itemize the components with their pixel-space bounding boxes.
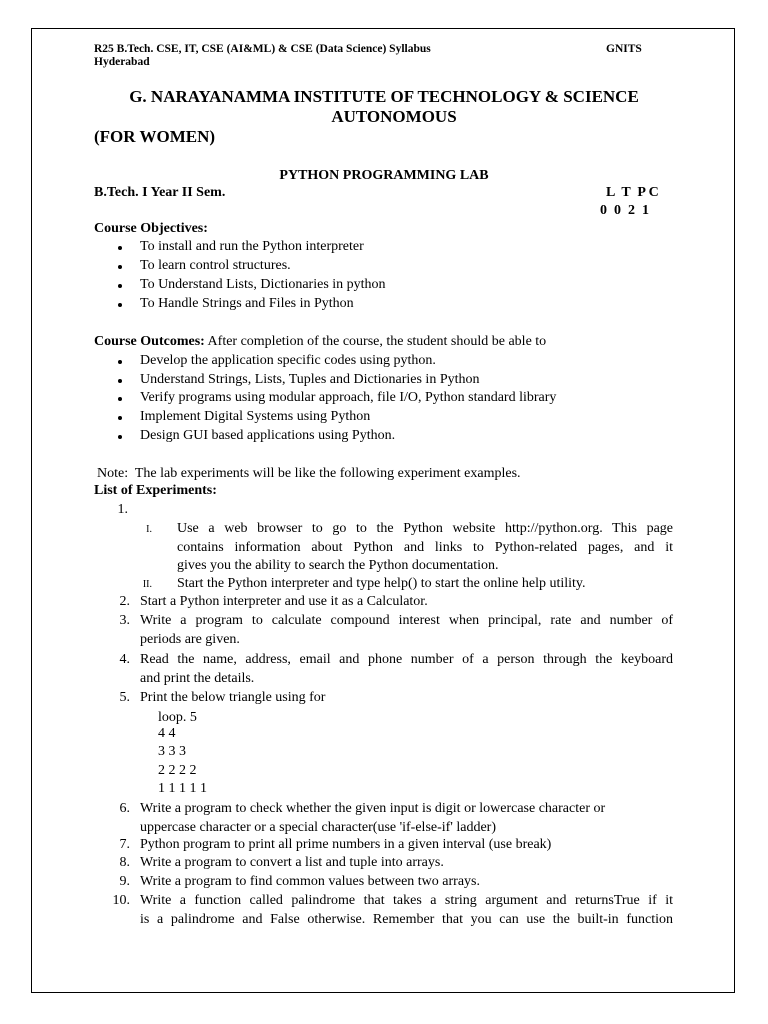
experiment-text: Write a program to convert a list and tuple into arrays. [140, 855, 444, 870]
experiment-text: Python program to print all prime numbers in a given interval (use break) [140, 837, 552, 852]
triangle-row: 3 3 3 [158, 744, 186, 759]
experiment-number: 4. [119, 652, 130, 667]
institute-for: (FOR WOMEN) [94, 127, 216, 146]
triangle-row: 2 2 2 2 [158, 763, 197, 778]
institute-status: AUTONOMOUS [331, 107, 457, 126]
outcomes-intro: After completion of the course, the student should be able to [204, 334, 547, 349]
syllabus-header: R25 B.Tech. CSE, IT, CSE (AI&ML) & CSE (Data Science) Syllabus [94, 43, 431, 55]
experiment-number: 9. [119, 874, 130, 889]
experiment-text: Read the name, address, email and phone number of a person through the keyboard and print the details. [140, 652, 673, 686]
ltpc-values: 0 0 2 1 [600, 203, 649, 218]
objective-item: To Understand Lists, Dictionaries in python [140, 277, 386, 292]
triangle-row: loop. 5 [158, 710, 197, 725]
sub-item-text: Start the Python interpreter and type help() to start the online help utility. [177, 576, 586, 591]
city-label: Hyderabad [94, 56, 150, 68]
outcome-item: Develop the application specific codes using python. [140, 353, 436, 368]
objective-item: To install and run the Python interpreter [140, 239, 364, 254]
ltpc-header: L T P C [606, 185, 659, 200]
experiment-number: 10. [112, 893, 130, 908]
objective-item: To Handle Strings and Files in Python [140, 296, 354, 311]
experiment-text: Print the below triangle using for [140, 690, 326, 705]
outcomes-heading: Course Outcomes: [94, 334, 205, 349]
experiment-number: 5. [119, 690, 130, 705]
institute-name: G. NARAYANAMMA INSTITUTE OF TECHNOLOGY & SCIENCE [129, 87, 639, 106]
experiment-text: Write a function called palindrome that takes a string argument and returnsTrue if it is a palindrome and False otherwise. Remember that you can use the built-in function [140, 893, 673, 927]
sub-number: II. [142, 579, 152, 590]
outcome-item: Understand Strings, Lists, Tuples and Dictionaries in Python [140, 372, 480, 387]
experiment-number: 2. [119, 594, 130, 609]
experiment-number: 1. [117, 502, 128, 517]
experiment-text: Write a program to calculate compound interest when principal, rate and number of periods are given. [140, 613, 673, 647]
triangle-row: 1 1 1 1 1 [158, 781, 207, 796]
course-year: B.Tech. I Year II Sem. [94, 185, 226, 200]
objective-item: To learn control structures. [140, 258, 291, 273]
gnits-label: GNITS [606, 43, 642, 55]
experiments-heading: List of Experiments: [94, 483, 217, 498]
experiment-number: 7. [119, 837, 130, 852]
outcome-item: Implement Digital Systems using Python [140, 409, 371, 424]
outcome-item: Verify programs using modular approach, file I/O, Python standard library [140, 390, 557, 405]
experiment-number: 3. [119, 613, 130, 628]
note-text: Note: The lab experiments will be like the following experiment examples. [97, 466, 521, 481]
experiment-number: 8. [119, 855, 130, 870]
outcomes-line [94, 334, 546, 350]
triangle-row: 4 4 [158, 726, 176, 741]
experiment-number: 6. [119, 801, 130, 816]
outcome-item: Design GUI based applications using Python. [140, 428, 396, 443]
experiment-text: Write a program to check whether the given input is digit or lowercase character or uppercase character or a special character(use 'if-else-if' ladder) [140, 801, 606, 835]
course-title: PYTHON PROGRAMMING LAB [279, 168, 489, 183]
experiment-text: Write a program to find common values between two arrays. [140, 874, 480, 889]
sub-item-text: Use a web browser to go to the Python website http://python.org. This page contains information about Python and links to Python-related pages, and it gives you the ability to search the Python documentation. [177, 521, 673, 573]
sub-number: I. [146, 524, 152, 535]
experiment-text: Start a Python interpreter and use it as a Calculator. [140, 594, 428, 609]
objectives-heading: Course Objectives: [94, 221, 208, 236]
